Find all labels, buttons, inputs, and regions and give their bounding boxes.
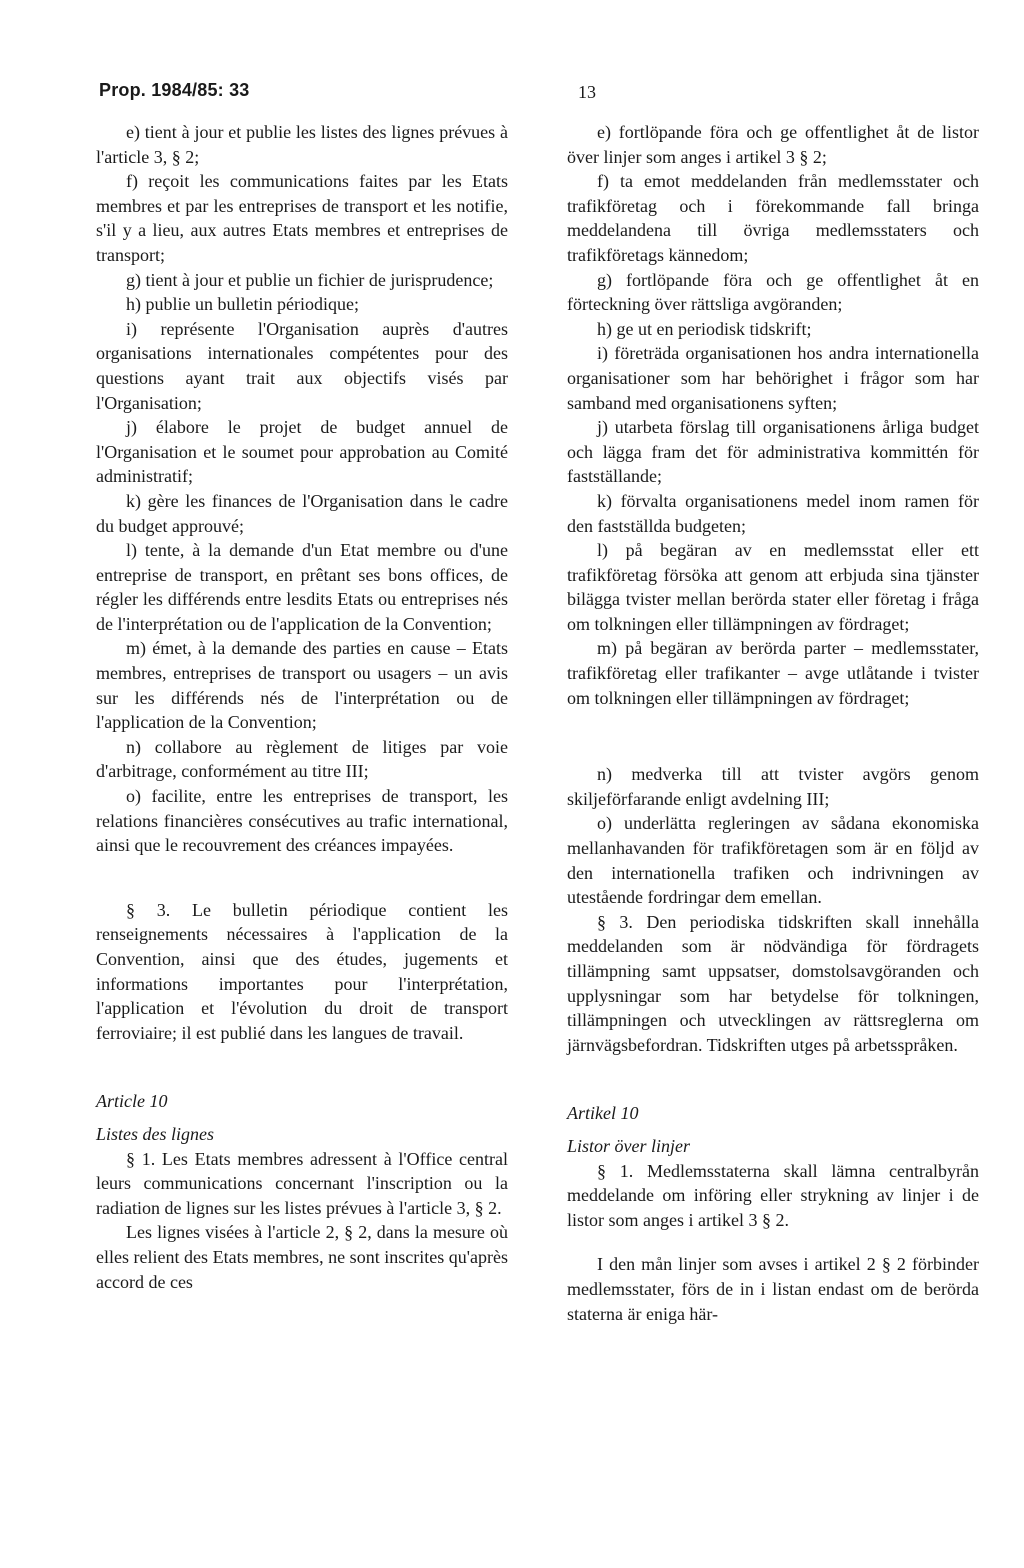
sv-article-title: Listor över linjer — [567, 1135, 691, 1156]
fr-item-m: m) émet, à la demande des parties en cause – Etats membres, entreprises de transport ou usagers – un avis sur les différends nés de l'interprétation ou de l'application de la Convention; — [96, 638, 508, 733]
fr-article10-para2: Les lignes visées à l'article 2, § 2, dans la mesure où elles relient des Etats membres, ne sont inscrites qu'après accord de ces — [96, 1222, 508, 1292]
fr-item-f: f) reçoit les communications faites par les Etats membres et par les entreprises de transport et les notifie, s'il y a lieu, aux autres Etats membres et entreprises de transport; — [96, 171, 508, 265]
fr-item-n: n) collabore au règlement de litiges par voie d'arbitrage, conformément au titre III; — [96, 736, 508, 782]
sv-article10-para1: § 1. Medlemsstaterna skall lämna centralbyrån meddelande om införing eller strykning av linjer i de listor som anges i artikel 3 § 2. — [567, 1160, 979, 1230]
fr-item-o: o) facilite, entre les entreprises de transport, les relations financières consécutives au trafic international, ainsi que le recouvrement des créances impayées. — [96, 786, 508, 856]
fr-item-h: h) publie un bulletin périodique; — [126, 294, 359, 315]
fr-item-j: j) élabore le projet de budget annuel de l'Organisation et le soumet pour approbation au Comité administratif; — [96, 417, 508, 487]
sv-item-m: m) på begäran av berörda parter – medlemsstater, trafikföretag eller trafikanter – avge utlåtande i tvister om tolkningen eller tillämpningen av fördraget; — [567, 638, 979, 708]
sv-item-k: k) förvalta organisationens medel inom ramen för den fastställda budgeten; — [567, 490, 979, 536]
french-column — [96, 120, 508, 1294]
page-header-title: Prop. 1984/85: 33 — [99, 80, 250, 100]
sv-item-o: o) underlätta regleringen av sådana ekonomiska mellanhavanden för trafikföretagen som är en följd av den internationella trafiken och indrivningen av utestående fordringar dem emellan. — [567, 813, 979, 908]
fr-item-i: i) représente l'Organisation auprès d'autres organisations internationales compétentes pour des questions ayant trait aux objectifs visés par l'Organisation; — [96, 318, 508, 413]
sv-article-heading: Artikel 10 — [567, 1103, 639, 1124]
sv-item-l: l) på begäran av en medlemsstat eller ett trafikföretag försöka att genom att erbjuda sina tjänster bilägga tvister mellan berörda stater eller företag i fråga om tolkningen eller tillämpningen av fördraget; — [567, 540, 979, 634]
sv-item-j: j) utarbeta förslag till organisationens årliga budget och lägga fram det för administrativa kommittén för fastställande; — [567, 417, 979, 487]
fr-paragraph-3: § 3. Le bulletin périodique contient les renseignements nécessaires à l'application de la Convention, ainsi que des études, jugements et informations importantes pour l'interprétation, l'application et l'évolution du droit de transport ferroviaire; il est publié dans les langues de travail. — [96, 899, 508, 1043]
fr-article-heading: Article 10 — [96, 1091, 168, 1112]
sv-item-n: n) medverka till att tvister avgörs genom skiljeförfarande enligt avdelning III; — [567, 764, 979, 809]
fr-item-l: l) tente, à la demande d'un Etat membre ou d'une entreprise de transport, en prêtant ses bons offices, de régler les différends entre lesdits Etats ou entreprises nés de l'interprétation ou de l'application de la Convention; — [96, 540, 508, 634]
sv-item-f: f) ta emot meddelanden från medlemsstater och trafikföretag och i förekommande fall bringa meddelandena till övriga medlemsstaters och trafikföretags kännedom; — [567, 171, 979, 265]
fr-item-e: e) tient à jour et publie les listes des lignes prévues à l'article 3, § 2; — [96, 122, 508, 167]
swedish-column — [567, 120, 979, 1326]
sv-article10-para2: I den mån linjer som avses i artikel 2 § 2 förbinder medlemsstater, förs de in i listan endast om de berörda staterna är eniga här- — [567, 1254, 979, 1324]
sv-item-i: i) företräda organisationen hos andra internationella organisationer som har behörighet i frågor som har samband med organisationens syften; — [567, 343, 979, 413]
sv-paragraph-3: § 3. Den periodiska tidskriften skall innehålla meddelanden som är nödvändiga för fördragets tillämpning samt uppsatser, domstolsavgöranden och upplysningar som har betydelse för tolkningen, tillämpningen och utvecklingen av rättsreglerna om järnvägsbefordran. Tidskriften utges på arbetsspråken. — [567, 911, 979, 1055]
sv-item-g: g) fortlöpande föra och ge offentlighet åt en förteckning över rättsliga avgöranden; — [567, 269, 979, 315]
sv-item-h: h) ge ut en periodisk tidskrift; — [597, 318, 812, 339]
fr-article10-para1: § 1. Les Etats membres adressent à l'Office central leurs communications concernant l'inscription ou la radiation de lignes sur les listes prévues à l'article 3, § 2. — [96, 1148, 508, 1218]
fr-item-g: g) tient à jour et publie un fichier de jurisprudence; — [126, 269, 494, 290]
page-number: 13 — [578, 82, 596, 102]
fr-item-k: k) gère les finances de l'Organisation dans le cadre du budget approuvé; — [96, 490, 508, 536]
sv-item-e: e) fortlöpande föra och ge offentlighet åt de listor över linjer som anges i artikel 3 § 2; — [567, 122, 979, 167]
fr-article-title: Listes des lignes — [96, 1123, 215, 1144]
